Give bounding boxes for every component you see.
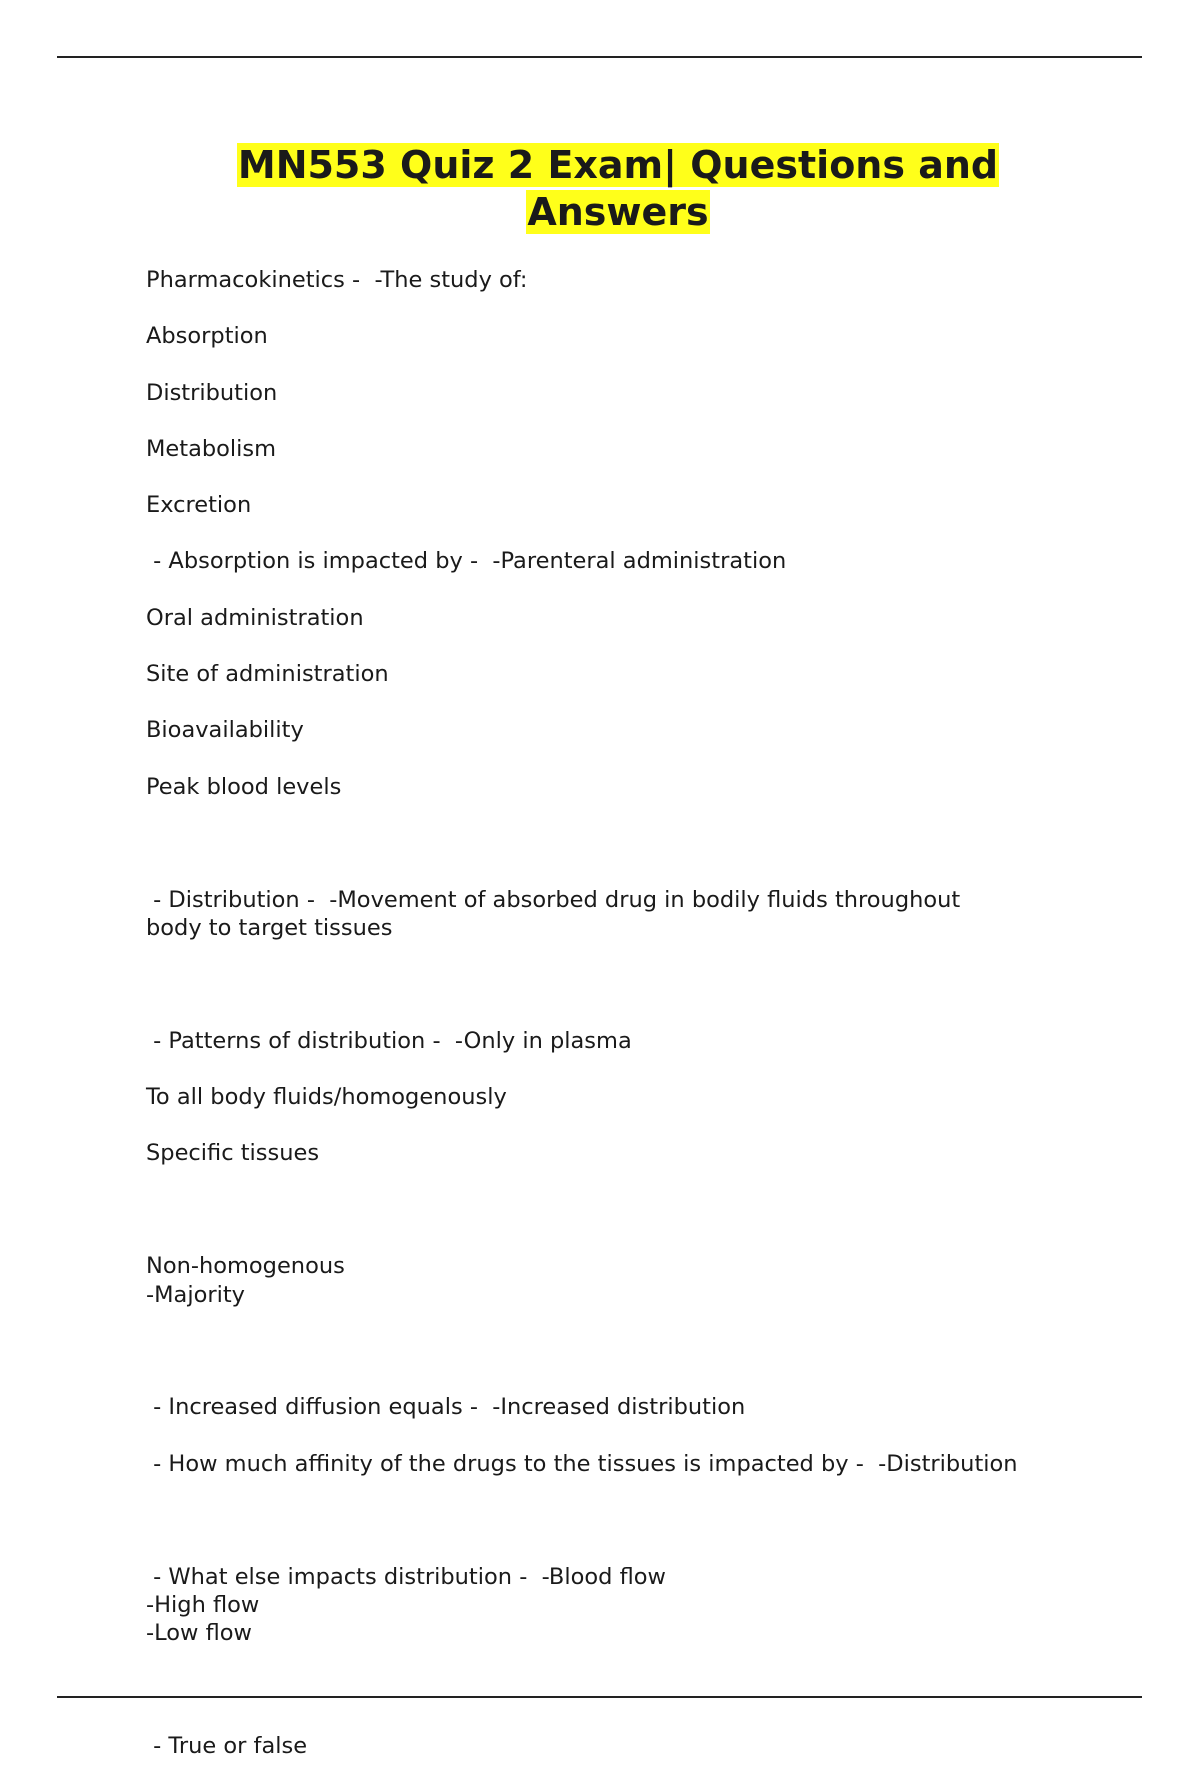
text-line: -High flow	[146, 1591, 260, 1618]
text-line: Distribution	[146, 379, 278, 406]
text-line: - Increased diffusion equals - -Increased distribution	[146, 1394, 746, 1421]
paragraph	[146, 716, 1106, 744]
text-line: Oral administration	[146, 604, 364, 631]
document-title	[0, 142, 1200, 236]
text-line: - True or false	[146, 1733, 308, 1760]
paragraph	[146, 773, 1106, 801]
paragraph	[146, 547, 1106, 575]
text-line: - What else impacts distribution - -Blood flow	[146, 1563, 666, 1590]
paragraph	[146, 1139, 1106, 1167]
paragraph	[146, 1196, 1106, 1366]
paragraph	[146, 266, 1106, 294]
text-line: - How much affinity of the drugs to the tissues is impacted by - -Distribution	[146, 1450, 1018, 1477]
title-line-2: Answers	[527, 190, 709, 234]
text-line: body to target tissues	[146, 914, 393, 941]
top-rule	[57, 56, 1142, 58]
text-line: - Distribution - -Movement of absorbed drug in bodily fluids throughout	[146, 886, 961, 913]
text-line: Specific tissues	[146, 1140, 320, 1167]
paragraph	[146, 379, 1106, 407]
bottom-rule	[57, 1696, 1142, 1698]
title-line-1: MN553 Quiz 2 Exam| Questions and	[237, 143, 999, 187]
paragraph	[146, 1450, 1106, 1478]
text-line: -Majority	[146, 1281, 245, 1308]
paragraph	[146, 604, 1106, 632]
document-body	[146, 266, 1106, 1788]
text-line: - Patterns of distribution - -Only in plasma	[146, 1027, 632, 1054]
paragraph	[146, 1732, 1106, 1760]
paragraph	[146, 1506, 1106, 1704]
text-line: Pharmacokinetics - -The study of:	[146, 267, 528, 293]
text-line: - Absorption is impacted by - -Parenteral administration	[146, 548, 787, 575]
text-line: Site of administration	[146, 661, 389, 688]
paragraph	[146, 435, 1106, 463]
paragraph	[146, 1027, 1106, 1055]
text-line: Bioavailability	[146, 717, 304, 744]
paragraph	[146, 322, 1106, 350]
text-line: Metabolism	[146, 435, 277, 462]
paragraph	[146, 1393, 1106, 1421]
paragraph	[146, 829, 1106, 999]
text-line: Absorption	[146, 323, 268, 350]
text-line: Peak blood levels	[146, 773, 342, 800]
text-line: To all body fluids/homogenously	[146, 1084, 507, 1111]
text-line: Non-homogenous	[146, 1253, 345, 1280]
text-line: -Low flow	[146, 1620, 252, 1647]
paragraph	[146, 1083, 1106, 1111]
paragraph	[146, 491, 1106, 519]
text-line: Excretion	[146, 492, 252, 519]
paragraph	[146, 660, 1106, 688]
